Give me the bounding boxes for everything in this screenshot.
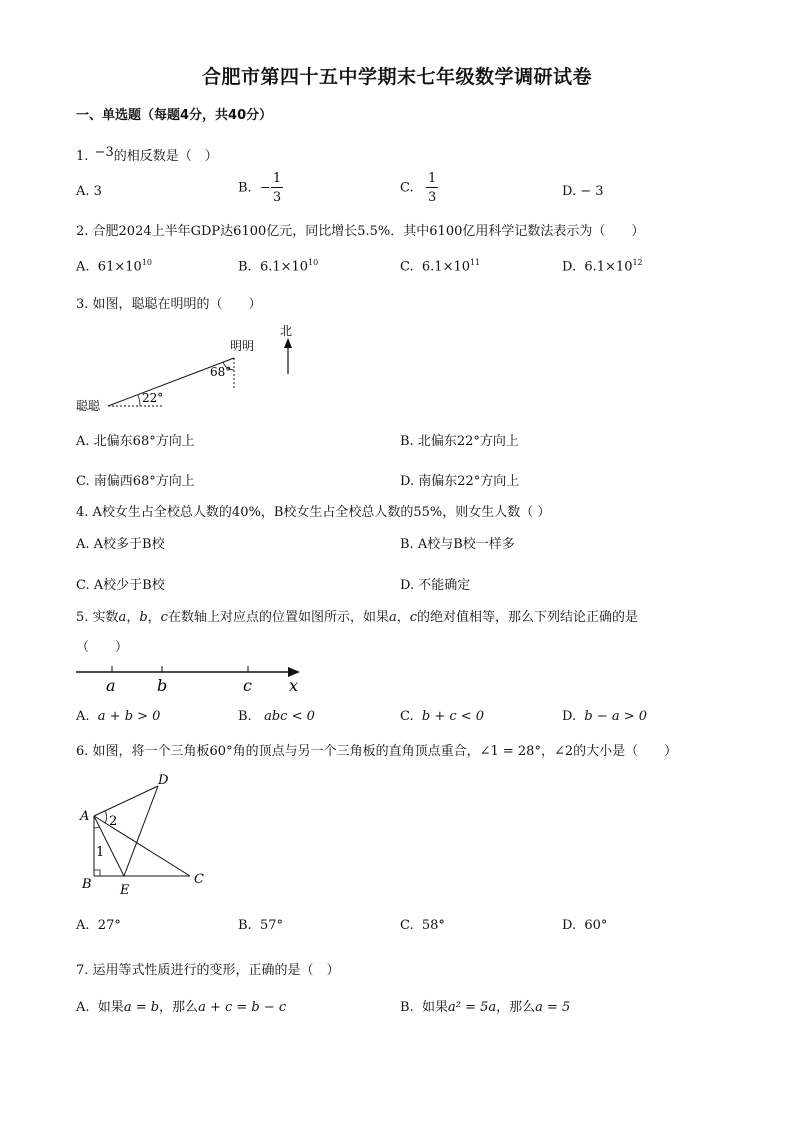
q2-option-a[interactable]: A. $61\times 10^{10}$ [76,258,152,275]
question-5: 5. 实数a，b，c在数轴上对应点的位置如图所示，如果a，c的绝对值相等，那么下列结论正确的是 [76,610,639,625]
q3-option-d[interactable]: D. 南偏东22°方向上 [400,474,520,489]
question-2: 2. 合肥2024上半年GDP达6100亿元，同比增长5.5%．其中6100亿用科学记数法表示为（ ） [76,224,645,239]
q6-option-d[interactable]: D. 60° [562,918,608,933]
q6-label-angle-2: 2 [109,814,118,829]
q6-triangle-figure [72,768,222,900]
q3-angle-bottom-label: 22° [142,391,164,405]
q6-option-a[interactable]: A. 27° [76,918,121,933]
q6-label-B: B [82,877,92,892]
q2-option-b[interactable]: B. $6.1\times 10^{10}$ [238,258,319,275]
q5-label-c: c [243,676,252,695]
section-heading: 一、单选题（每题4分，共40分） [76,108,273,123]
q1-option-c[interactable]: C. $\frac{1}{3}$ [400,171,437,205]
question-4: 4. A校女生占全校总人数的40%，B校女生占全校总人数的55%，则女生人数（ ） [76,505,551,520]
q1-option-d[interactable]: D. − 3 [562,184,604,199]
question-6: 6. 如图，将一个三角板60°角的顶点与另一个三角板的直角顶点重合，∠1 = 28°，∠2的大小是（ ） [76,744,678,759]
q1-option-c-fraction: $\frac{1}{3}$ [428,171,437,205]
q6-label-E: E [120,883,130,898]
q7-option-b[interactable]: B. 如果a² = 5a，那么a = 5 [400,1000,571,1015]
q6-right-angle-mark [94,870,100,876]
q6-angle-arc-1 [94,827,99,828]
question-7: 7. 运用等式性质进行的变形，正确的是（ ） [76,963,340,978]
q5-option-c[interactable]: C. b + c < 0 [400,709,485,724]
q3-option-a[interactable]: A. 北偏东68°方向上 [76,434,195,449]
q1-option-a[interactable]: A. 3 [76,184,102,199]
q5-label-x: x [289,676,299,695]
question-5-line2: （ ） [76,640,129,655]
question-1 [76,145,218,164]
exam-title: 合肥市第四十五中学期末七年级数学调研试卷 [201,66,592,88]
q4-option-d[interactable]: D. 不能确定 [400,578,471,593]
q6-label-C: C [194,872,204,887]
q7-option-a[interactable]: A. 如果a = b，那么a + c = b − c [76,1000,287,1015]
q5-label-a: a [106,676,116,695]
q3-north-arrow-icon [284,338,292,348]
q6-option-c[interactable]: C. 58° [400,918,445,933]
q6-label-angle-1: 1 [96,845,105,860]
q4-option-a[interactable]: A. A校多于B校 [76,537,165,552]
q1-text: 的相反数是（ ） [113,149,218,164]
q6-label-A: A [80,809,90,824]
q2-option-d[interactable]: D. $6.1\times 10^{12}$ [562,258,643,275]
q4-option-b[interactable]: B. A校与B校一样多 [400,537,515,552]
q3-mingming-label: 明明 [230,339,255,353]
q4-option-c[interactable]: C. A校少于B校 [76,578,165,593]
q6-label-D: D [158,773,169,788]
q5-option-a[interactable]: A. a + b > 0 [76,709,161,724]
q5-option-d[interactable]: D. b − a > 0 [562,709,648,724]
question-3: 3. 如图，聪聪在明明的（ ） [76,297,262,312]
q2-option-c[interactable]: C. $6.1\times 10^{11}$ [400,258,481,275]
q3-north-label: 北 [280,324,293,338]
q1-option-b-fraction: $\frac{1}{3}$ [272,171,282,205]
q5-number-line [72,658,312,698]
q5-option-b[interactable]: B. abc < 0 [238,709,315,724]
q3-direction-figure [70,320,310,420]
q3-option-b[interactable]: B. 北偏东22°方向上 [400,434,519,449]
q3-angle-top-label: 68° [210,365,232,379]
q1-expression: −3 [94,145,114,160]
q5-label-b: b [157,676,168,695]
q3-congcong-label: 聪聪 [76,399,101,413]
q3-option-c[interactable]: C. 南偏西68°方向上 [76,474,195,489]
q6-angle-arc-2 [105,811,107,823]
q1-option-b[interactable]: B. − $\frac{1}{3}$ [238,171,282,205]
q1-number: 1. [76,149,89,164]
q3-angle-arc-bottom [138,395,140,406]
q6-option-b[interactable]: B. 57° [238,918,283,933]
